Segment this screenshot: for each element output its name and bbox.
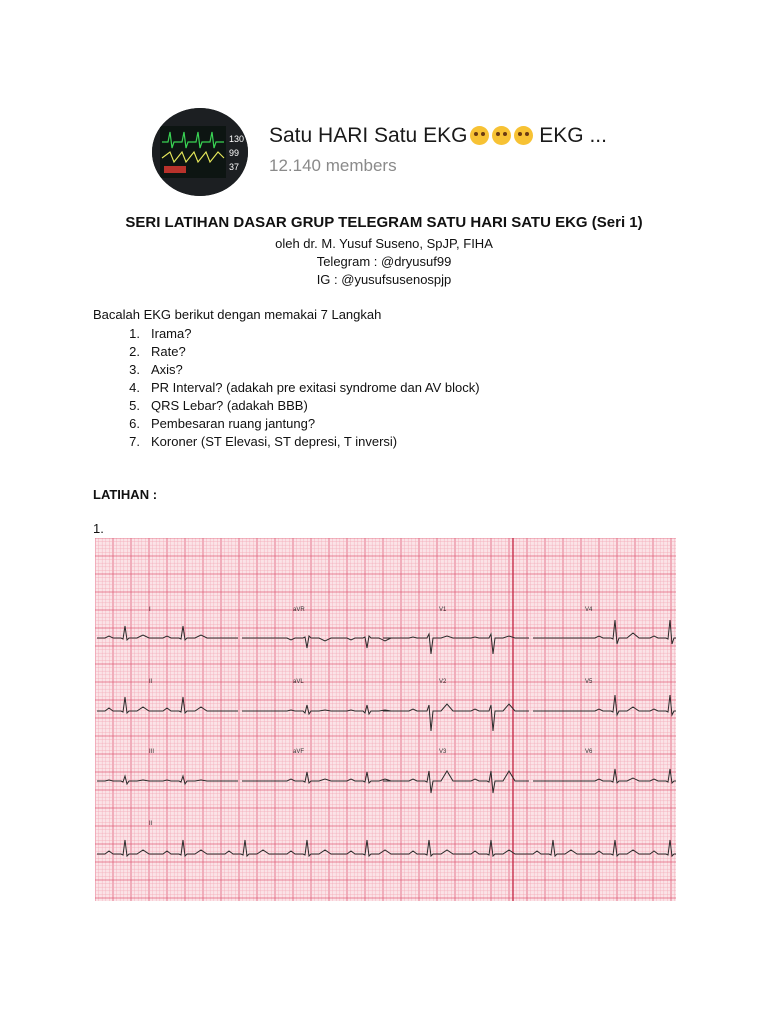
exercise-heading: LATIHAN : [93,487,158,502]
flushed-emoji-icon [492,126,511,145]
lead-label-V3: V3 [439,749,447,755]
steps-list [93,325,480,451]
instruction-text: Bacalah EKG berikut dengan memakai 7 Langkah [93,307,382,322]
lead-label-aVL: aVL [293,679,304,685]
heart-eyes-emoji-icon [470,126,489,145]
ekg-strip-image [95,538,676,901]
lead-label-aVR: aVR [293,607,305,613]
group-avatar[interactable] [152,108,248,196]
lead-label-V6: V6 [585,749,593,755]
lead-label-II: II [149,679,153,685]
ekg-svg [95,538,676,901]
telegram-handle: Telegram : @dryusuf99 [316,254,452,269]
group-title-text: Satu HARI Satu EKG [269,124,468,147]
list-item: 3. Axis? [129,362,183,377]
monitor-photo-icon [152,108,248,196]
lead-label-V5: V5 [585,679,593,685]
group-title-suffix: EKG ... [539,124,607,147]
author-line: oleh dr. M. Yusuf Suseno, SpJP, FIHA [275,236,493,251]
list-item: 6. Pembesaran ruang jantung? [129,416,316,431]
lead-label-V2: V2 [439,679,447,685]
question-number: 1. [93,521,104,536]
lead-label-V1: V1 [439,607,447,613]
member-count: 12.140 members [269,156,397,175]
lead-label-rhythm-II: II [149,821,153,827]
lead-label-III: III [149,749,155,755]
instagram-handle: IG : @yusufsusenospjp [316,272,452,287]
document-title: SERI LATIHAN DASAR GRUP TELEGRAM SATU HARI SATU EKG (Seri 1) [125,214,643,231]
list-item: 5. QRS Lebar? (adakah BBB) [129,398,308,413]
yum-emoji-icon [514,126,533,145]
monitor-reading-temp: 37 [229,162,240,172]
telegram-group-header [152,108,672,198]
list-item: 4. PR Interval? (adakah pre exitasi syndrome dan AV block) [129,380,480,395]
list-item: 7. Koroner (ST Elevasi, ST depresi, T inversi) [129,434,398,449]
list-item: 1. Irama? [129,326,192,341]
list-item: 2. Rate? [129,344,186,359]
lead-label-V4: V4 [585,607,593,613]
lead-label-aVF: aVF [293,749,305,755]
lead-label-I: I [149,607,151,613]
monitor-reading-spo2: 99 [229,148,240,158]
group-title[interactable] [269,124,607,148]
monitor-reading-hr: 130 [229,134,245,144]
